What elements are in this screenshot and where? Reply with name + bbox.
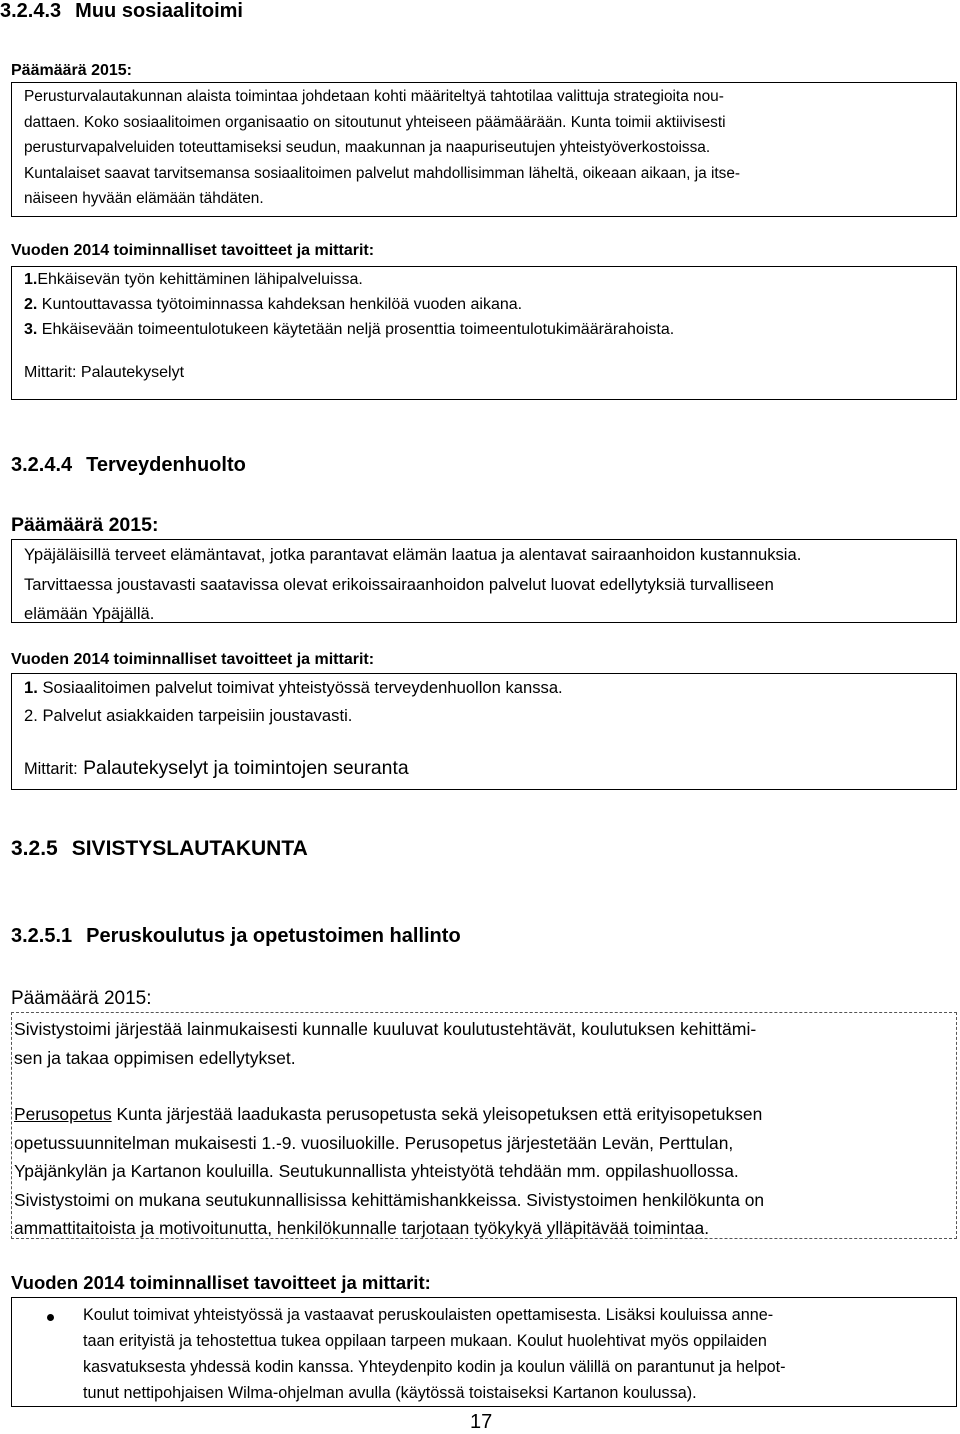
- perusopetus-link[interactable]: Perusopetus: [14, 1104, 112, 1124]
- targets-bullet-text: [83, 1302, 786, 1406]
- section-heading-sivistyslautakunta: [11, 837, 308, 861]
- goal-line: Perusturvalautakunnan alaista toimintaa johdetaan kohti määriteltyä tahtotilaa valittuja strategioita nou-: [24, 88, 724, 105]
- targets-label: Vuoden 2014 toiminnalliset tavoitteet ja mittarit:: [11, 242, 375, 259]
- targets-label: Vuoden 2014 toiminnalliset tavoitteet ja mittarit:: [11, 1272, 431, 1293]
- section-title: Terveydenhuolto: [86, 454, 246, 476]
- goal-text: [14, 1015, 756, 1072]
- goal-line: Ypäjäläisillä terveet elämäntavat, jotka parantavat elämän laatua ja alentavat sairaanhoidon kustannuksia.: [24, 545, 802, 564]
- goal-text: [24, 84, 740, 212]
- targets-list: [24, 267, 674, 385]
- section-number: 3.2.4.3: [0, 0, 62, 22]
- page-number: 17: [470, 1411, 493, 1433]
- section-number: 3.2.4.4: [11, 454, 73, 476]
- goal-label: Päämäärä 2015:: [11, 514, 159, 536]
- goal-text: [24, 540, 801, 629]
- bullet-line: kasvatuksesta yhdessä kodin kanssa. Yhteydenpito kodin ja koulun välillä on parantunut ja helpot-: [83, 1358, 786, 1376]
- metrics-text: Mittarit: Palautekyselyt ja toimintojen seuranta: [24, 757, 409, 779]
- bullet-line: tunut nettipohjaisen Wilma-ohjelman avulla (käytössä toistaiseksi Kartanon koulussa).: [83, 1384, 697, 1402]
- target-item: 1. Sosiaalitoimen palvelut toimivat yhteistyössä terveydenhuollon kanssa.: [24, 678, 563, 697]
- bullet-icon: [47, 1314, 54, 1321]
- paragraph-line: ammattitaitoista ja motivoitunutta, henkilökunnalle tarjotaan työkykyä ylläpitävää toimintaa.: [14, 1218, 710, 1239]
- perusopetus-paragraph: [14, 1100, 764, 1243]
- goal-line: Tarvittaessa joustavasti saatavissa olevat erikoissairaanhoidon palvelut luovat edellytyksiä turvalliseen: [24, 574, 774, 594]
- target-item: 3. Ehkäisevään toimeentulotukeen käytetään neljä prosenttia toimeentulotukimäärärahoista.: [24, 321, 675, 338]
- section-title: Muu sosiaalitoimi: [75, 0, 243, 22]
- goal-line: perusturvapalveluiden toteuttamiseksi seudun, maakunnan ja naapuriseutujen yhteistyöverkostoissa.: [24, 139, 711, 156]
- goal-line: näiseen hyvään elämään tähdäten.: [24, 190, 264, 207]
- goal-label: Päämäärä 2015:: [11, 988, 152, 1009]
- target-item: 2. Kuntouttavassa työtoiminnassa kahdeksan henkilöä vuoden aikana.: [24, 296, 523, 313]
- goal-label: Päämäärä 2015:: [11, 62, 132, 79]
- goal-line: sen ja takaa oppimisen edellytykset.: [14, 1047, 296, 1068]
- paragraph-line: Perusopetus Kunta järjestää laadukasta perusopetusta sekä yleisopetuksen että erityisopetuksen: [14, 1104, 763, 1124]
- section-heading-terveydenhuolto: [11, 454, 246, 477]
- goal-line: Sivistystoimi järjestää lainmukaisesti kunnalle kuuluvat koulutustehtävät, koulutuksen kehittämi-: [14, 1019, 757, 1039]
- section-number: 3.2.5.1: [11, 925, 73, 947]
- paragraph-line: opetussuunnitelman mukaisesti 1.-9. vuosiluokille. Perusopetus järjestetään Levän, Perttulan,: [14, 1132, 734, 1153]
- paragraph-line: Sivistystoimi on mukana seutukunnallisissa kehittämishankkeissa. Sivistystoimen henkilökunta on: [14, 1189, 765, 1210]
- metrics-text: Mittarit: Palautekyselyt: [24, 364, 185, 381]
- targets-list: [24, 674, 563, 784]
- section-heading-muu-sosiaalitoimi: [0, 0, 243, 23]
- targets-label: Vuoden 2014 toiminnalliset tavoitteet ja mittarit:: [11, 651, 375, 668]
- goal-line: elämään Ypäjällä.: [24, 604, 155, 623]
- goal-line: dattaen. Koko sosiaalitoimen organisaatio on sitoutunut yhteiseen päämäärään. Kunta toimii aktiivisesti: [24, 113, 726, 131]
- bullet-line: taan erityistä ja tehostettua tukea oppilaan tarpeen mukaan. Koulut huolehtivat myös oppilaiden: [83, 1332, 767, 1350]
- section-title: Peruskoulutus ja opetustoimen hallinto: [86, 925, 461, 947]
- bullet-line: Koulut toimivat yhteistyössä ja vastaavat peruskoulaisten opettamisesta. Lisäksi kouluissa anne-: [83, 1306, 774, 1324]
- goal-line: Kuntalaiset saavat tarvitsemansa sosiaalitoimen palvelut mahdollisimman läheltä, oikeaan aikaan, ja itse-: [24, 164, 741, 182]
- target-item: 2. Palvelut asiakkaiden tarpeisiin joustavasti.: [24, 706, 353, 725]
- section-number: 3.2.5: [11, 837, 58, 860]
- section-heading-peruskoulutus: [11, 925, 461, 948]
- section-title: SIVISTYSLAUTAKUNTA: [71, 837, 308, 860]
- target-item: 1.Ehkäisevän työn kehittäminen lähipalveluissa.: [24, 271, 363, 288]
- paragraph-line: Ypäjänkylän ja Kartanon kouluilla. Seutukunnallista yhteistyötä tehdään mm. oppilashuollossa.: [14, 1161, 739, 1182]
